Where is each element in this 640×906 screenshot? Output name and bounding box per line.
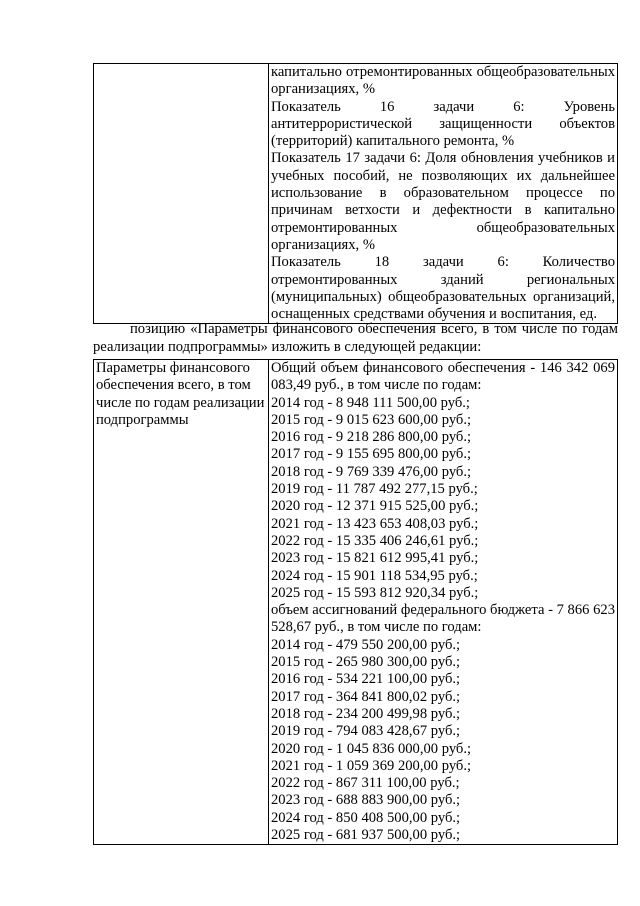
- year-line: 2025 год - 681 937 500,00 руб.;: [271, 827, 461, 844]
- indicator-text: капитально отремонтированных общеобразовательных организациях, %: [271, 64, 615, 98]
- year-line: 2019 год - 794 083 428,67 руб.;: [271, 723, 461, 740]
- year-line: 2019 год - 11 787 492 277,15 руб.;: [271, 481, 478, 498]
- year-line: 2016 год - 9 218 286 800,00 руб.;: [271, 429, 472, 446]
- total-financing-text: Общий объем финансового обеспечения - 146 342 069 083,49 руб., в том числе по годам:: [271, 360, 615, 394]
- year-line: 2016 год - 534 221 100,00 руб.;: [271, 671, 461, 688]
- year-line: 2015 год - 265 980 300,00 руб.;: [271, 654, 461, 671]
- year-line: 2022 год - 15 335 406 246,61 руб.;: [271, 532, 479, 549]
- federal-by-year-list: [271, 637, 615, 845]
- total-by-year-list: [271, 395, 615, 603]
- indicators-cell: [269, 64, 618, 324]
- federal-budget-text: объем ассигнований федерального бюджета - 7 866 623 528,67 руб., в том числе по годам:: [271, 602, 615, 636]
- amendment-text: позицию «Параметры финансового обеспечения всего, в том числе по годам реализации подпрограммы» изложить в следующей редакции:: [93, 321, 618, 355]
- year-line: 2018 год - 9 769 339 476,00 руб.;: [271, 463, 472, 480]
- year-line: 2020 год - 1 045 836 000,00 руб.;: [271, 740, 472, 757]
- year-line: 2021 год - 1 059 369 200,00 руб.;: [271, 757, 472, 774]
- year-line: 2017 год - 9 155 695 800,00 руб.;: [271, 446, 472, 463]
- year-line: 2024 год - 850 408 500,00 руб.;: [271, 809, 461, 826]
- year-line: 2017 год - 364 841 800,02 руб.;: [271, 688, 461, 705]
- year-line: 2020 год - 12 371 915 525,00 руб.;: [271, 498, 479, 515]
- year-line: 2023 год - 15 821 612 995,41 руб.;: [271, 550, 479, 567]
- indicators-table: [93, 63, 618, 324]
- year-line: 2018 год - 234 200 499,98 руб.;: [271, 705, 461, 722]
- financing-values-cell: [269, 360, 618, 845]
- amendment-paragraph: [93, 320, 618, 356]
- indicator-17: Показатель 17 задачи 6: Доля обновления учебников и учебных пособий, не позволяющих их дальнейшее использование в образовательном процессе по причинам ветхости и дефектности в капитально отремонтированных общеобразовательных организациях, %: [271, 150, 615, 253]
- financing-table: [93, 359, 618, 845]
- indicator-16: Показатель 16 задачи 6: Уровень антитеррористической защищенности объектов (территорий) капитального ремонта, %: [271, 98, 615, 150]
- year-line: 2014 год - 479 550 200,00 руб.;: [271, 636, 461, 653]
- year-line: 2015 год - 9 015 623 600,00 руб.;: [271, 411, 472, 428]
- financing-label-cell: [94, 360, 269, 845]
- year-line: 2021 год - 13 423 653 408,03 руб.;: [271, 515, 479, 532]
- indicator-18: Показатель 18 задачи 6: Количество отремонтированных зданий региональных (муниципальных) общеобразовательных организаций, оснащенных средствами обучения и воспитания, ед.: [271, 254, 615, 323]
- year-line: 2022 год - 867 311 100,00 руб.;: [271, 775, 460, 792]
- year-line: 2023 год - 688 883 900,00 руб.;: [271, 792, 461, 809]
- indicators-label-cell: [94, 64, 269, 324]
- year-line: 2024 год - 15 901 118 534,95 руб.;: [271, 567, 478, 584]
- year-line: 2025 год - 15 593 812 920,34 руб.;: [271, 584, 479, 601]
- financing-label: Параметры финансового обеспечения всего, в том числе по годам реализации подпрограммы: [96, 360, 265, 428]
- year-line: 2014 год - 8 948 111 500,00 руб.;: [271, 394, 470, 411]
